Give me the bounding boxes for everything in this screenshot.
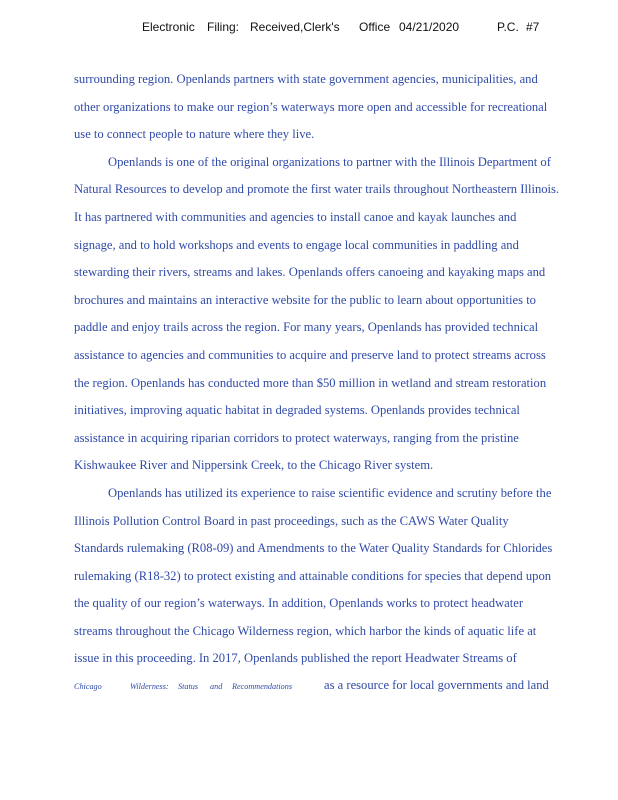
text-line: paddle and enjoy trails across the region. For many years, Openlands has provided technical <box>74 320 539 335</box>
paragraph-start: Openlands is one of the original organizations to partner with the Illinois Department of <box>108 154 551 169</box>
report-title-word: Wilderness: <box>130 682 169 692</box>
text-line: Illinois Pollution Control Board in past proceedings, such as the CAWS Water Quality <box>74 513 509 528</box>
document-body <box>74 70 590 705</box>
text-line: stewarding their rivers, streams and lakes. Openlands offers canoeing and kayaking maps and <box>74 265 546 280</box>
text-line: streams throughout the Chicago Wilderness region, which harbor the kinds of aquatic life at <box>74 623 537 638</box>
text-line: issue in this proceeding. In 2017, Openlands published the report Headwater Streams of <box>74 651 517 666</box>
header-received: Received,Clerk's <box>250 20 340 34</box>
report-title-word: and <box>210 682 223 692</box>
text-line: Kishwaukee River and Nippersink Creek, to the Chicago River system. <box>74 458 434 473</box>
header-pc: P.C. <box>497 20 519 34</box>
text-line: Natural Resources to develop and promote the first water trails throughout Northeastern Illinois. <box>74 182 560 197</box>
header-date: 04/21/2020 <box>399 20 460 34</box>
text-line: other organizations to make our region’s waterways more open and accessible for recreational <box>74 99 548 114</box>
header-filing: Filing: <box>207 20 240 34</box>
header-pc-number: #7 <box>526 20 540 34</box>
text-line: It has partnered with communities and agencies to install canoe and kayak launches and <box>74 209 517 224</box>
report-title-word: Recommendations <box>232 682 293 692</box>
filing-header <box>0 20 618 40</box>
text-line: assistance in acquiring riparian corridors to protect waterways, ranging from the pristine <box>74 430 519 445</box>
text-line: brochures and maintains an interactive website for the public to learn about opportunities to <box>74 292 536 307</box>
text-line: use to connect people to nature where they live. <box>74 127 315 142</box>
header-electronic: Electronic <box>142 20 195 34</box>
text-line: surrounding region. Openlands partners with state government agencies, municipalities, and <box>74 72 538 86</box>
header-office: Office <box>359 20 391 34</box>
text-line-tail: as a resource for local governments and land <box>324 678 549 693</box>
text-line: initiatives, improving aquatic habitat in degraded systems. Openlands provides technical <box>74 403 520 418</box>
text-line: the quality of our region’s waterways. In addition, Openlands works to protect headwater <box>74 596 524 611</box>
text-line: rulemaking (R18-32) to protect existing and attainable conditions for species that depend upon <box>74 568 552 583</box>
report-title-word: Chicago <box>74 682 102 692</box>
text-line: Standards rulemaking (R08-09) and Amendments to the Water Quality Standards for Chlorides <box>74 541 553 556</box>
report-title-word: Status <box>178 682 199 692</box>
text-line: the region. Openlands has conducted more than $50 million in wetland and stream restoration <box>74 375 547 390</box>
report-title-line <box>74 677 590 705</box>
text-line: signage, and to hold workshops and events to engage local communities in paddling and <box>74 237 519 252</box>
paragraph-start: Openlands has utilized its experience to raise scientific evidence and scrutiny before the <box>108 485 552 500</box>
text-line: assistance to agencies and communities to acquire and preserve land to protect streams across <box>74 347 546 362</box>
